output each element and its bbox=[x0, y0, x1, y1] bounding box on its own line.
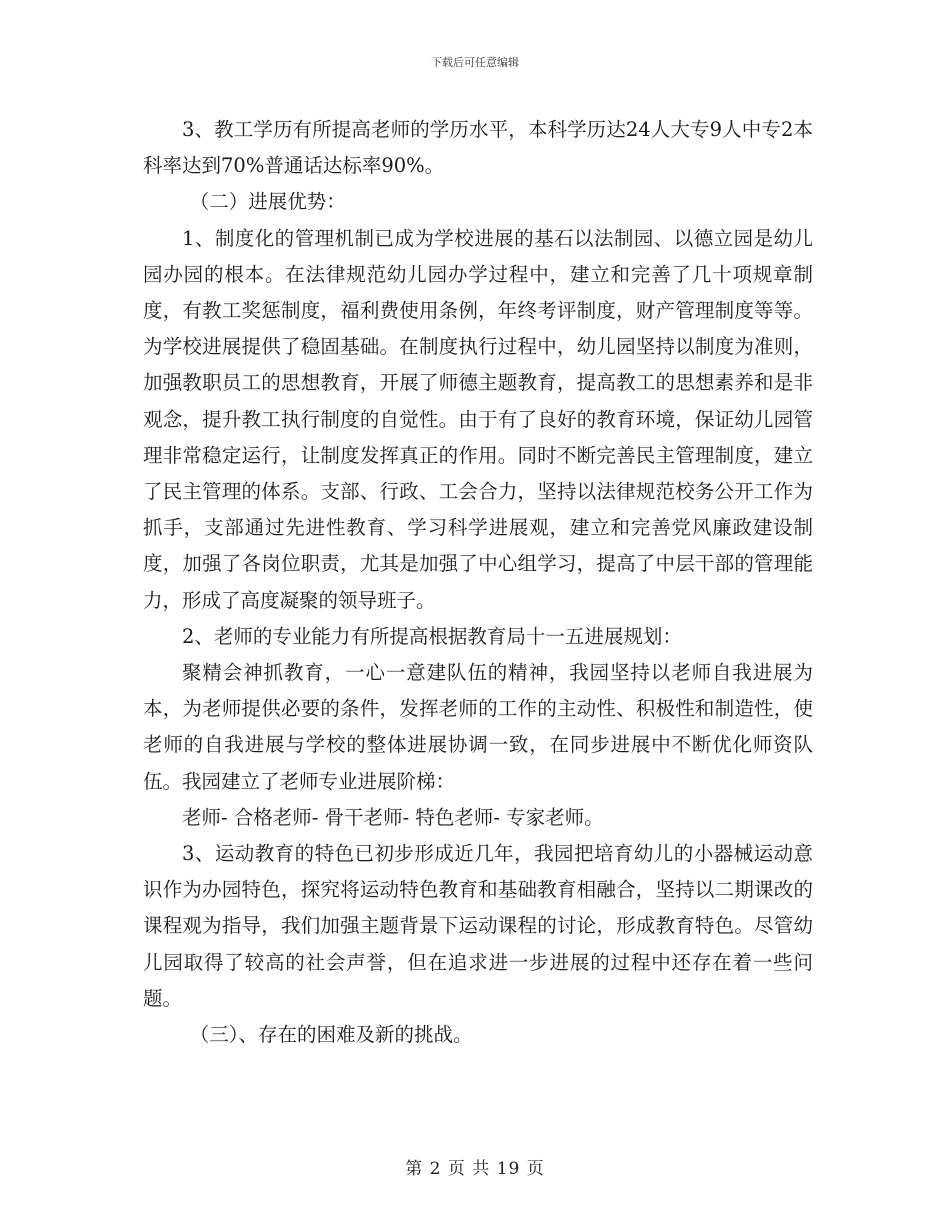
header-note: 下载后可任意编辑 bbox=[431, 56, 519, 69]
paragraph-management-system: 1、制度化的管理机制已成为学校进展的基石以法制园、以德立园是幼儿园办园的根本。在法律规范幼儿园办学过程中，建立和完善了几十项规章制度，有教工奖惩制度，福利费使用条例，年终考评制度，财产管理制度等等。为学校进展提供了稳固基础。在制度执行过程中，幼儿园坚持以制度为准则，加强教职员工的思想教育，开展了师德主题教育，提高教工的思想素养和是非观念，提升教工执行制度的自觉性。由于有了良好的教育环境，保证幼儿园管理非常稳定运行，让制度发挥真正的作用。同时不断完善民主管理制度，建立了民主管理的体系。支部、行政、工会合力，坚持以法律规范校务公开工作为抓手，支部通过先进性教育、学习科学进展观，建立和完善党风廉政建设制度，加强了各岗位职责，尤其是加强了中心组学习，提高了中层干部的管理能力，形成了高度凝聚的领导班子。 bbox=[143, 226, 813, 612]
page-indicator: 第 2 页 共 19 页 bbox=[405, 1159, 545, 1179]
paragraph-education-level: 3、教工学历有所提高老师的学历水平，本科学历达24人大专9人中专2本科率达到70%普通话达标率90%。 bbox=[143, 118, 813, 178]
paragraph-teacher-ladder: 老师- 合格老师- 骨干老师- 特色老师- 专家老师。 bbox=[182, 805, 604, 829]
section-heading-challenges: （三）、存在的困难及新的挑战。 bbox=[189, 1023, 473, 1047]
paragraph-sports-education: 3、运动教育的特色已初步形成近几年，我园把培育幼儿的小器械运动意识作为办园特色，探究将运动特色教育和基础教育相融合，坚持以二期课改的课程观为指导，我们加强主题背景下运动课程的讨论，形成教育特色。尽管幼儿园取得了较高的社会声誉，但在追求进一步进展的过程中还存在着一些问题。 bbox=[143, 842, 813, 1010]
paragraph-teacher-ability: 2、老师的专业能力有所提高根据教育局十一五进展规划： bbox=[182, 624, 682, 648]
section-heading-advantages: （二）进展优势： bbox=[189, 190, 346, 214]
paragraph-teacher-development: 聚精会神抓教育，一心一意建队伍的精神，我园坚持以老师自我进展为本，为老师提供必要的条件，发挥老师的工作的主动性、积极性和制造性，使老师的自我进展与学校的整体进展协调一致，在同步进展中不断优化师资队伍。我园建立了老师专业进展阶梯： bbox=[143, 661, 813, 793]
body-text bbox=[143, 112, 813, 1053]
